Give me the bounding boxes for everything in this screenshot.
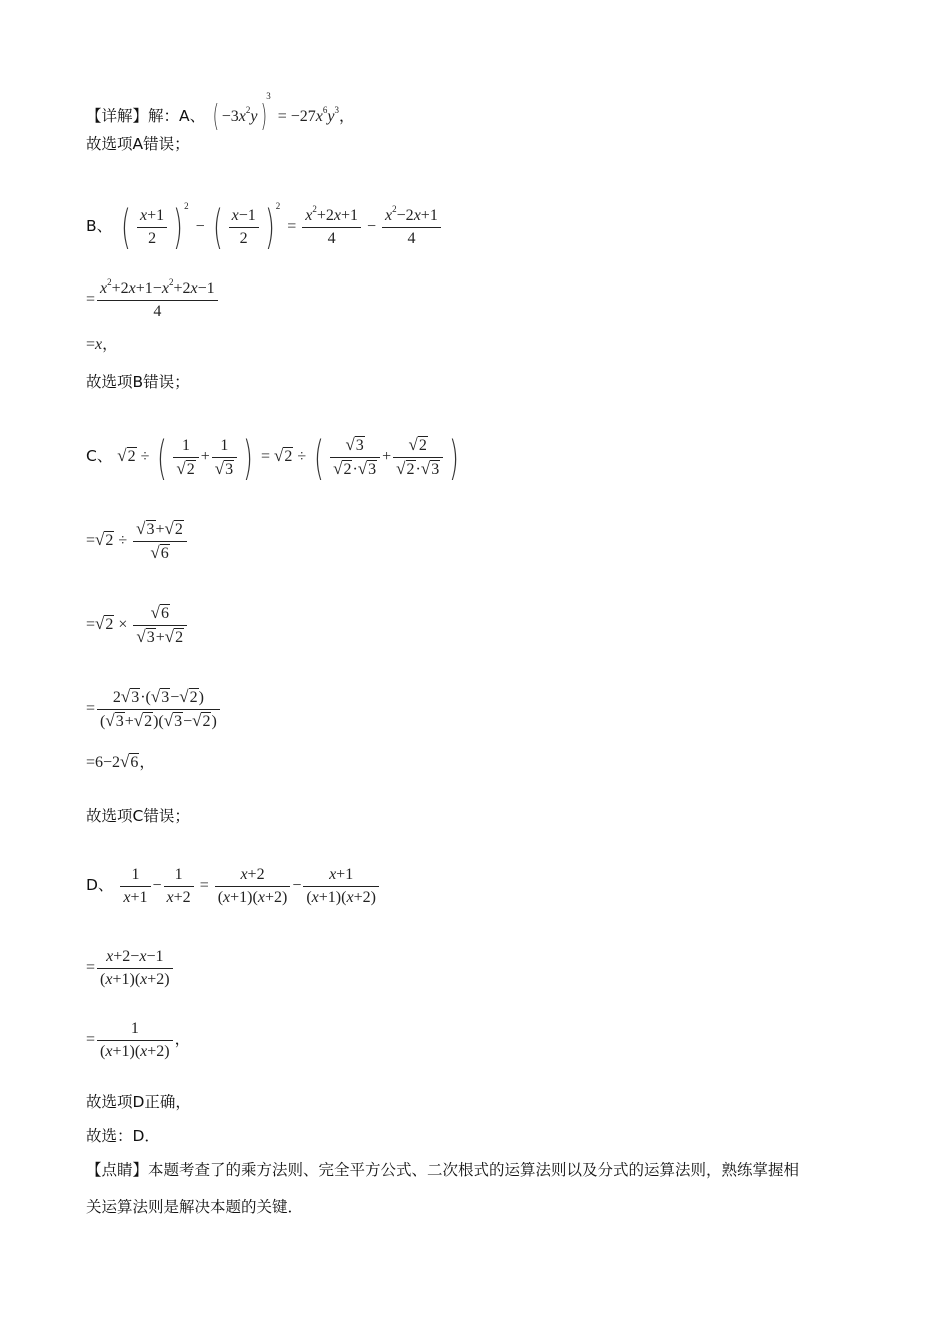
line-c-step5 — [86, 752, 155, 773]
conclusion-b: 故选项B错误； — [86, 373, 190, 391]
option-c-label: C、 — [86, 447, 113, 466]
line-b — [86, 196, 443, 255]
conclusion-d: 故选项D正确， — [86, 1093, 191, 1111]
formula-d-step3: = $\frac{1}{(x+1)(x+2)}$ — [86, 1031, 175, 1048]
answer: 故选：D． — [86, 1127, 160, 1145]
comment-line-1: 【点睛】本题考查了的乘方法则、完全平方公式、二次根式的运算法则以及分式的运算法则，熟练掌握相 — [86, 1161, 800, 1179]
formula-d: $\frac{1}{x+1}$ − $\frac{1}{x+2}$ = $\frac{x+2}{(x+1)(x+2)}$ − $\frac{x+1}{(x+1)(x+2)}$ — [118, 877, 381, 894]
comma: ， — [339, 107, 355, 125]
comma: ， — [174, 1030, 191, 1049]
line-d — [86, 864, 381, 909]
line-c-step4 — [86, 686, 222, 733]
formula-c-step3: =√2 × $\frac{√6}{√3+√2}$ — [86, 616, 189, 633]
formula-d-step2: = $\frac{x+2-x-1}{(x+1)(x+2)}$ — [86, 959, 175, 976]
conclusion-a: 故选项A错误； — [86, 135, 190, 153]
line-b-step3 — [86, 334, 118, 355]
comma: ， — [102, 335, 118, 353]
formula-b-step3: =x — [86, 336, 103, 353]
formula-c-step4: = $\frac{2√3\cdot(√3-√2)}{(√3+√2)(√3-√2)}$ — [86, 700, 222, 717]
option-a-label: 【详解】解：A、 — [86, 107, 206, 125]
line-a — [86, 86, 355, 135]
line-b-step2 — [86, 278, 220, 323]
formula-c: √2 ÷ ( $\frac{1}{√2}$ + $\frac{1}{√3}$ ) = √2 ÷ ( $\frac{√3}{√2\cdot√3}$ + $\frac{√2}{√2\cdot√3}$ ) — [117, 430, 460, 485]
formula-c-step5: =6−2√6 — [86, 752, 139, 771]
formula-c-step2: =√2 ÷ $\frac{√3+√2}{√6}$ — [86, 532, 189, 549]
formula-b: ( $\frac{x+1}{2}$ )$^2$− ( $\frac{x-1}{2}$ )$^2$= $\frac{x^2+2x+1}{4}$ − $\frac{x^2-2x+1}{4}$ — [117, 218, 443, 235]
conclusion-c: 故选项C错误； — [86, 807, 190, 825]
comma: ， — [139, 753, 155, 771]
option-d-label: D、 — [86, 876, 114, 895]
line-d-step2 — [86, 946, 175, 991]
line-c-step3 — [86, 602, 189, 649]
line-d-step3 — [86, 1018, 190, 1063]
line-c — [86, 430, 463, 485]
option-b-label: B、 — [86, 217, 113, 235]
formula-a: ( $-3x^2y)^3= -27x^6y^3$ — [212, 91, 340, 135]
line-c-step2 — [86, 518, 189, 565]
formula-b-step2: = $\frac{x^2+2x+1-x^2+2x-1}{4}$ — [86, 291, 220, 308]
comment-line-2: 关运算法则是解决本题的关键． — [86, 1198, 304, 1216]
